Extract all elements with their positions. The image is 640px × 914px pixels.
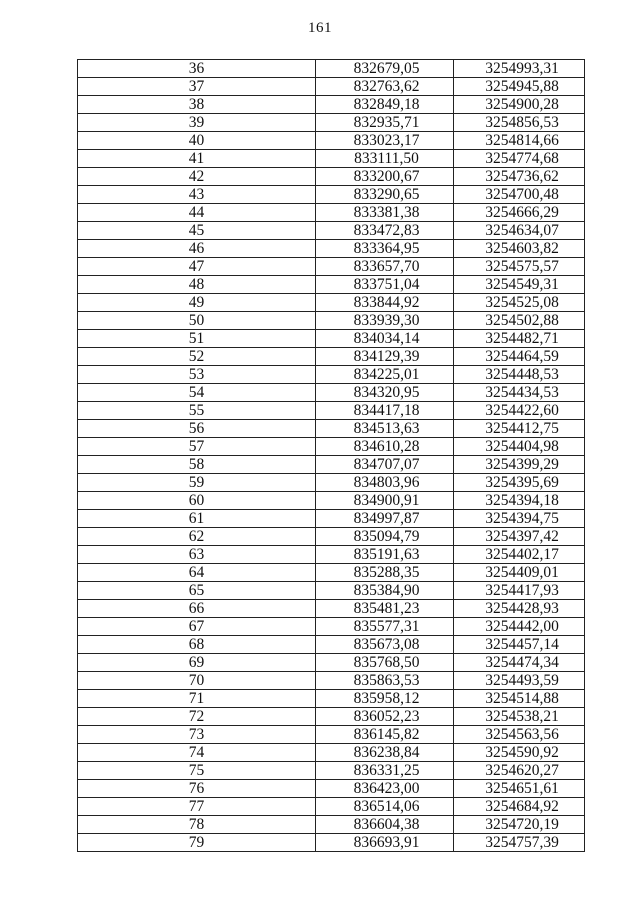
x-coordinate-cell: 835768,50 [316,654,454,672]
point-number-cell: 56 [78,420,316,438]
x-coordinate-cell: 834997,87 [316,510,454,528]
y-coordinate-cell: 3254620,27 [454,762,585,780]
y-coordinate-cell: 3254394,18 [454,492,585,510]
table-row [78,402,585,420]
y-coordinate-cell: 3254900,28 [454,96,585,114]
y-coordinate-cell: 3254700,48 [454,186,585,204]
x-coordinate-cell: 832935,71 [316,114,454,132]
table-row [78,222,585,240]
point-number-cell: 57 [78,438,316,456]
point-number-cell: 64 [78,564,316,582]
y-coordinate-cell: 3254409,01 [454,564,585,582]
point-number-cell: 47 [78,258,316,276]
table-row [78,240,585,258]
x-coordinate-cell: 833364,95 [316,240,454,258]
x-coordinate-cell: 834320,95 [316,384,454,402]
x-coordinate-cell: 836331,25 [316,762,454,780]
point-number-cell: 70 [78,672,316,690]
x-coordinate-cell: 834513,63 [316,420,454,438]
table-row [78,582,585,600]
table-row [78,600,585,618]
point-number-cell: 78 [78,816,316,834]
x-coordinate-cell: 835577,31 [316,618,454,636]
table-row [78,492,585,510]
y-coordinate-cell: 3254397,42 [454,528,585,546]
point-number-cell: 79 [78,834,316,852]
table-row [78,510,585,528]
y-coordinate-cell: 3254993,31 [454,60,585,78]
point-number-cell: 59 [78,474,316,492]
x-coordinate-cell: 834900,91 [316,492,454,510]
point-number-cell: 49 [78,294,316,312]
x-coordinate-cell: 833844,92 [316,294,454,312]
x-coordinate-cell: 833939,30 [316,312,454,330]
coordinates-table-body [78,60,585,852]
point-number-cell: 60 [78,492,316,510]
x-coordinate-cell: 834129,39 [316,348,454,366]
x-coordinate-cell: 835288,35 [316,564,454,582]
y-coordinate-cell: 3254402,17 [454,546,585,564]
y-coordinate-cell: 3254575,57 [454,258,585,276]
x-coordinate-cell: 835191,63 [316,546,454,564]
table-row [78,330,585,348]
y-coordinate-cell: 3254736,62 [454,168,585,186]
point-number-cell: 48 [78,276,316,294]
y-coordinate-cell: 3254563,56 [454,726,585,744]
table-row [78,546,585,564]
point-number-cell: 68 [78,636,316,654]
y-coordinate-cell: 3254603,82 [454,240,585,258]
x-coordinate-cell: 834225,01 [316,366,454,384]
x-coordinate-cell: 835673,08 [316,636,454,654]
point-number-cell: 42 [78,168,316,186]
point-number-cell: 37 [78,78,316,96]
table-row [78,672,585,690]
y-coordinate-cell: 3254457,14 [454,636,585,654]
y-coordinate-cell: 3254538,21 [454,708,585,726]
y-coordinate-cell: 3254774,68 [454,150,585,168]
point-number-cell: 63 [78,546,316,564]
y-coordinate-cell: 3254757,39 [454,834,585,852]
y-coordinate-cell: 3254428,93 [454,600,585,618]
y-coordinate-cell: 3254474,34 [454,654,585,672]
y-coordinate-cell: 3254666,29 [454,204,585,222]
point-number-cell: 55 [78,402,316,420]
table-row [78,186,585,204]
y-coordinate-cell: 3254514,88 [454,690,585,708]
point-number-cell: 40 [78,132,316,150]
table-row [78,744,585,762]
table-row [78,348,585,366]
point-number-cell: 62 [78,528,316,546]
y-coordinate-cell: 3254404,98 [454,438,585,456]
x-coordinate-cell: 836423,00 [316,780,454,798]
y-coordinate-cell: 3254525,08 [454,294,585,312]
point-number-cell: 69 [78,654,316,672]
point-number-cell: 58 [78,456,316,474]
y-coordinate-cell: 3254590,92 [454,744,585,762]
y-coordinate-cell: 3254412,75 [454,420,585,438]
x-coordinate-cell: 833111,50 [316,150,454,168]
y-coordinate-cell: 3254814,66 [454,132,585,150]
x-coordinate-cell: 835958,12 [316,690,454,708]
x-coordinate-cell: 836145,82 [316,726,454,744]
table-row [78,366,585,384]
point-number-cell: 53 [78,366,316,384]
x-coordinate-cell: 835384,90 [316,582,454,600]
point-number-cell: 39 [78,114,316,132]
table-row [78,276,585,294]
point-number-cell: 75 [78,762,316,780]
table-row [78,618,585,636]
y-coordinate-cell: 3254720,19 [454,816,585,834]
x-coordinate-cell: 832849,18 [316,96,454,114]
y-coordinate-cell: 3254549,31 [454,276,585,294]
x-coordinate-cell: 835481,23 [316,600,454,618]
point-number-cell: 73 [78,726,316,744]
y-coordinate-cell: 3254422,60 [454,402,585,420]
table-row [78,636,585,654]
point-number-cell: 44 [78,204,316,222]
point-number-cell: 67 [78,618,316,636]
table-row [78,420,585,438]
table-row [78,96,585,114]
y-coordinate-cell: 3254417,93 [454,582,585,600]
x-coordinate-cell: 833023,17 [316,132,454,150]
page-number: 161 [308,20,332,36]
y-coordinate-cell: 3254651,61 [454,780,585,798]
table-row [78,726,585,744]
table-row [78,528,585,546]
point-number-cell: 43 [78,186,316,204]
table-row [78,816,585,834]
x-coordinate-cell: 834610,28 [316,438,454,456]
point-number-cell: 38 [78,96,316,114]
table-row [78,258,585,276]
point-number-cell: 61 [78,510,316,528]
table-row [78,564,585,582]
x-coordinate-cell: 833381,38 [316,204,454,222]
x-coordinate-cell: 835094,79 [316,528,454,546]
table-row [78,780,585,798]
y-coordinate-cell: 3254684,92 [454,798,585,816]
point-number-cell: 65 [78,582,316,600]
x-coordinate-cell: 834707,07 [316,456,454,474]
table-row [78,798,585,816]
table-row [78,834,585,852]
y-coordinate-cell: 3254502,88 [454,312,585,330]
table-row [78,294,585,312]
x-coordinate-cell: 834417,18 [316,402,454,420]
point-number-cell: 52 [78,348,316,366]
table-row [78,708,585,726]
point-number-cell: 66 [78,600,316,618]
table-row [78,762,585,780]
table-row [78,312,585,330]
y-coordinate-cell: 3254464,59 [454,348,585,366]
x-coordinate-cell: 834803,96 [316,474,454,492]
y-coordinate-cell: 3254945,88 [454,78,585,96]
table-row [78,438,585,456]
y-coordinate-cell: 3254442,00 [454,618,585,636]
point-number-cell: 54 [78,384,316,402]
y-coordinate-cell: 3254399,29 [454,456,585,474]
y-coordinate-cell: 3254394,75 [454,510,585,528]
point-number-cell: 46 [78,240,316,258]
y-coordinate-cell: 3254493,59 [454,672,585,690]
y-coordinate-cell: 3254434,53 [454,384,585,402]
table-row [78,150,585,168]
x-coordinate-cell: 833751,04 [316,276,454,294]
table-row [78,132,585,150]
table-row [78,78,585,96]
point-number-cell: 51 [78,330,316,348]
x-coordinate-cell: 832679,05 [316,60,454,78]
y-coordinate-cell: 3254448,53 [454,366,585,384]
y-coordinate-cell: 3254395,69 [454,474,585,492]
x-coordinate-cell: 836052,23 [316,708,454,726]
table-row [78,690,585,708]
x-coordinate-cell: 835863,53 [316,672,454,690]
table-row [78,456,585,474]
point-number-cell: 74 [78,744,316,762]
point-number-cell: 50 [78,312,316,330]
table-row [78,654,585,672]
table-row [78,204,585,222]
x-coordinate-cell: 833290,65 [316,186,454,204]
point-number-cell: 45 [78,222,316,240]
table-row [78,60,585,78]
x-coordinate-cell: 836693,91 [316,834,454,852]
point-number-cell: 71 [78,690,316,708]
table-row [78,474,585,492]
x-coordinate-cell: 836238,84 [316,744,454,762]
x-coordinate-cell: 833200,67 [316,168,454,186]
table-row [78,114,585,132]
x-coordinate-cell: 836514,06 [316,798,454,816]
point-number-cell: 41 [78,150,316,168]
x-coordinate-cell: 833472,83 [316,222,454,240]
point-number-cell: 76 [78,780,316,798]
x-coordinate-cell: 836604,38 [316,816,454,834]
coordinates-table [77,59,585,852]
table-row [78,168,585,186]
x-coordinate-cell: 834034,14 [316,330,454,348]
point-number-cell: 72 [78,708,316,726]
y-coordinate-cell: 3254856,53 [454,114,585,132]
x-coordinate-cell: 833657,70 [316,258,454,276]
y-coordinate-cell: 3254634,07 [454,222,585,240]
point-number-cell: 77 [78,798,316,816]
x-coordinate-cell: 832763,62 [316,78,454,96]
point-number-cell: 36 [78,60,316,78]
table-row [78,384,585,402]
y-coordinate-cell: 3254482,71 [454,330,585,348]
